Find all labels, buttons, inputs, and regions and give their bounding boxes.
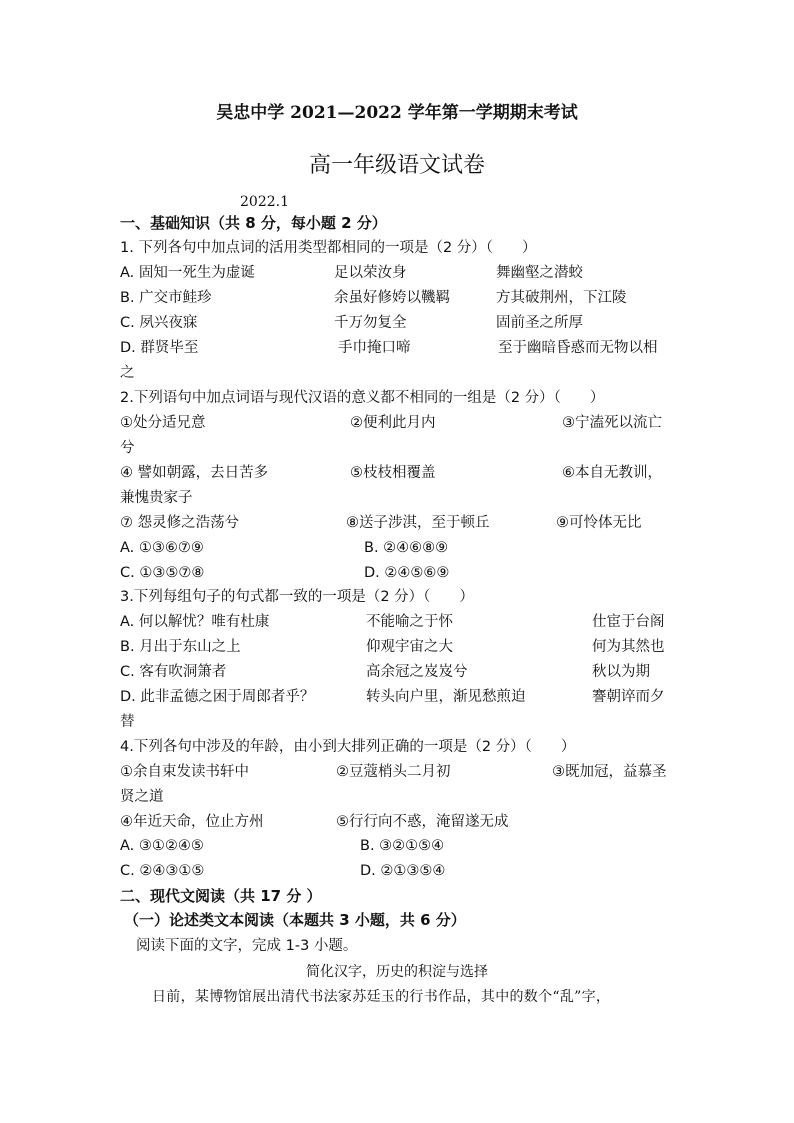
section1-heading: 一、基础知识（共 8 分，每小题 2 分） <box>120 214 387 232</box>
q4-item-5: ⑤行行向不惑，淹留遂无成 <box>336 814 509 830</box>
q1-option-c-2: 千万勿复全 <box>334 315 407 331</box>
q4-option-d: D. ②①③⑤④ <box>360 863 446 879</box>
q1-option-b-2: 余虽好修姱以鞿羁 <box>334 290 450 306</box>
q3-option-a-3: 仕宦于台阁 <box>592 614 665 630</box>
q2-stem: 2.下列语句中加点词语与现代汉语的意义都不相同的一组是（2 分）（ ） <box>120 390 605 406</box>
q1-stem: 1. 下列各句中加点词的活用类型都相同的一项是（2 分）（ ） <box>120 240 537 256</box>
q3-option-d-continuation: 替 <box>120 714 135 730</box>
q3-option-c-3: 秋以为期 <box>592 664 650 680</box>
section2-subheading: （一）论述类文本阅读（本题共 3 小题，共 6 分） <box>124 911 466 929</box>
q3-stem: 3.下列每组句子的句式都一致的一项是（2 分）（ ） <box>120 589 474 605</box>
q4-item-4: ④年近天命，位止方州 <box>120 814 264 830</box>
section2-heading: 二、现代文阅读（共 17 分 ） <box>120 887 322 905</box>
q4-item-3-continuation: 贤之道 <box>120 789 164 805</box>
q1-option-d-2: 手巾掩口啼 <box>338 340 411 356</box>
q1-option-c-3: 固前圣之所厚 <box>496 315 583 331</box>
q4-option-c: C. ②④③①⑤ <box>120 863 205 879</box>
q1-option-b-1: B. 广交市鲑珍 <box>120 290 212 306</box>
q3-option-d-2: 转头向户里，渐见愁煎迫 <box>366 689 526 705</box>
q2-item-4: ④ 譬如朝露，去日苦多 <box>120 465 269 481</box>
q1-option-a-2: 足以荣汝身 <box>334 265 407 281</box>
q2-item-5: ⑤枝枝相覆盖 <box>350 465 436 481</box>
q2-item-3-continuation: 兮 <box>120 440 135 456</box>
q2-item-6: ⑥本自无教训， <box>562 465 662 481</box>
exam-title: 吴忠中学 2021—2022 学年第一学期期末考试 <box>216 103 578 123</box>
q3-option-a-2: 不能喻之于怀 <box>366 614 453 630</box>
q2-item-8: ⑧送子涉淇，至于顿丘 <box>346 515 490 531</box>
q2-option-d: D. ②④⑤⑥⑨ <box>364 565 450 581</box>
q1-option-d-1: D. 群贤毕至 <box>120 340 199 356</box>
q3-option-b-2: 仰观宇宙之大 <box>366 639 453 655</box>
q4-item-1: ①余自束发读书轩中 <box>120 764 249 780</box>
q3-option-b-1: B. 月出于东山之上 <box>120 639 241 655</box>
q3-option-a-1: A. 何以解忧？唯有杜康 <box>120 614 270 630</box>
q1-option-d-3: 至于幽暗昏惑而无物以相 <box>498 340 658 356</box>
q1-option-c-1: C. 夙兴夜寐 <box>120 315 198 331</box>
q4-item-3: ③既加冠，益慕圣 <box>552 764 667 780</box>
q2-item-7: ⑦ 怨灵修之浩荡兮 <box>120 515 240 531</box>
q4-item-2: ②豆蔻梢头二月初 <box>336 764 451 780</box>
q3-option-c-2: 高余冠之岌岌兮 <box>366 664 468 680</box>
reading-instruction: 阅读下面的文字，完成 1-3 小题。 <box>136 938 358 954</box>
q2-item-1: ①处分适兄意 <box>120 415 206 431</box>
q2-option-a: A. ①③⑥⑦⑨ <box>120 540 204 556</box>
q2-option-c: C. ①③⑤⑦⑧ <box>120 565 205 581</box>
q4-stem: 4.下列各句中涉及的年龄，由小到大排列正确的一项是（2 分）（ ） <box>120 739 576 755</box>
q3-option-c-1: C. 客有吹洞箫者 <box>120 664 227 680</box>
q1-option-b-3: 方其破荆州，下江陵 <box>496 290 627 306</box>
q2-item-9: ⑨可怜体无比 <box>556 515 642 531</box>
q2-item-3: ③宁溘死以流亡 <box>562 415 662 431</box>
q1-option-d-continuation: 之 <box>120 365 135 381</box>
q1-option-a-1: A. 固知一死生为虚诞 <box>120 265 255 281</box>
q1-option-a-3: 舞幽壑之潜蛟 <box>496 265 583 281</box>
q3-option-b-3: 何为其然也 <box>592 639 665 655</box>
exam-subtitle: 高一年级语文试卷 <box>308 153 485 178</box>
q2-item-2: ②便利此月内 <box>350 415 436 431</box>
q4-option-a: A. ③①②④⑤ <box>120 838 204 854</box>
exam-date: 2022.1 <box>240 194 289 210</box>
q4-option-b: B. ③②①⑤④ <box>360 838 445 854</box>
q2-item-6-continuation: 兼愧贵家子 <box>120 490 193 506</box>
article-paragraph: 日前，某博物馆展出清代书法家苏廷玉的行书作品，其中的数个“乱”字， <box>152 989 611 1005</box>
q2-option-b: B. ②④⑥⑧⑨ <box>364 540 449 556</box>
article-title: 简化汉字，历史的积淀与选择 <box>306 964 488 980</box>
q3-option-d-1: D. 此非孟德之困于周郎者乎？ <box>120 689 315 705</box>
q3-option-d-3: 謇朝谇而夕 <box>592 689 665 705</box>
